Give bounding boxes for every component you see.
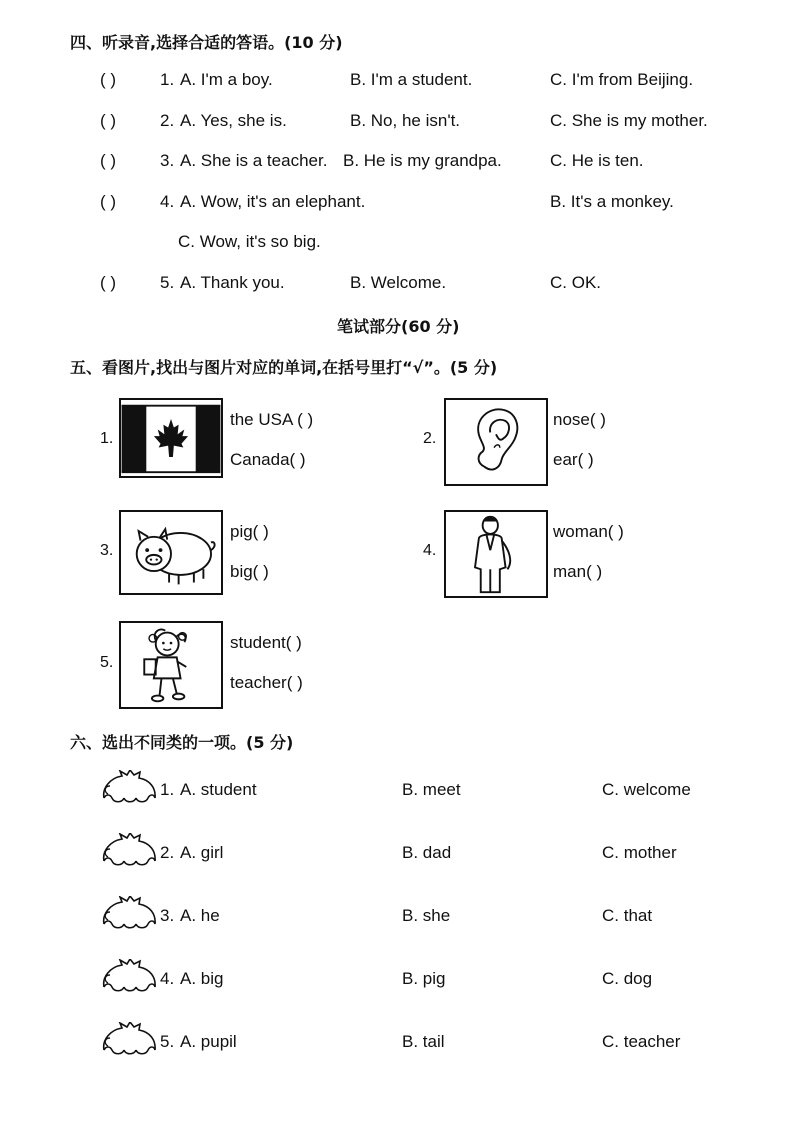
option-a: A. he bbox=[180, 906, 220, 925]
option-a: A. girl bbox=[180, 843, 224, 862]
item-number: 2. bbox=[423, 430, 437, 447]
written-part-title: 笔试部分(60 分) bbox=[337, 317, 460, 336]
option-a: A. She is a teacher. bbox=[180, 151, 328, 170]
ear-picture bbox=[444, 398, 548, 486]
answer-paren[interactable]: ( ) bbox=[100, 111, 117, 130]
maple-leaf-icon bbox=[121, 400, 221, 476]
word-option: Canada( ) bbox=[230, 450, 306, 469]
option-c: C. OK. bbox=[550, 273, 602, 292]
answer-blank-hedgehog-icon[interactable] bbox=[100, 896, 160, 930]
option-c: C. She is my mother. bbox=[550, 111, 708, 130]
option-a: A. I'm a boy. bbox=[180, 70, 273, 89]
question-number: 2. bbox=[160, 843, 175, 862]
item-number: 5. bbox=[100, 654, 114, 671]
word-option: the USA ( ) bbox=[230, 410, 314, 429]
option-a: A. Wow, it's an elephant. bbox=[180, 192, 366, 211]
item-number: 1. bbox=[100, 430, 114, 447]
pig-icon bbox=[121, 512, 221, 593]
word-option: big( ) bbox=[230, 562, 269, 581]
answer-blank-hedgehog-icon[interactable] bbox=[100, 959, 160, 993]
option-b: B. dad bbox=[402, 843, 452, 862]
option-c: C. that bbox=[602, 906, 653, 925]
answer-paren[interactable]: ( ) bbox=[100, 151, 117, 170]
option-b: B. tail bbox=[402, 1032, 445, 1051]
option-c: C. He is ten. bbox=[550, 151, 644, 170]
option-b: B. No, he isn't. bbox=[350, 111, 461, 130]
option-a: A. student bbox=[180, 780, 257, 799]
student-girl-picture bbox=[119, 621, 223, 709]
item-number: 3. bbox=[100, 542, 114, 559]
option-b: B. pig bbox=[402, 969, 446, 988]
answer-paren[interactable]: ( ) bbox=[100, 192, 117, 211]
word-option: ear( ) bbox=[553, 450, 594, 469]
question-number: 2. bbox=[160, 111, 175, 130]
answer-paren[interactable]: ( ) bbox=[100, 70, 117, 89]
word-option: man( ) bbox=[553, 562, 603, 581]
section6-title: 六、选出不同类的一项。(5 分) bbox=[70, 733, 294, 752]
option-b: B. she bbox=[402, 906, 451, 925]
question-number: 4. bbox=[160, 192, 175, 211]
answer-blank-hedgehog-icon[interactable] bbox=[100, 770, 160, 804]
question-number: 3. bbox=[160, 906, 175, 925]
option-a: A. big bbox=[180, 969, 224, 988]
option-b: B. It's a monkey. bbox=[550, 192, 674, 211]
item-number: 4. bbox=[423, 542, 437, 559]
option-b: B. meet bbox=[402, 780, 461, 799]
answer-paren[interactable]: ( ) bbox=[100, 273, 117, 292]
word-option: pig( ) bbox=[230, 522, 269, 541]
pig-picture bbox=[119, 510, 223, 595]
option-c: C. dog bbox=[602, 969, 653, 988]
word-option: woman( ) bbox=[553, 522, 624, 541]
option-a: A. pupil bbox=[180, 1032, 237, 1051]
option-b: B. Welcome. bbox=[350, 273, 447, 292]
word-option: nose( ) bbox=[553, 410, 606, 429]
question-number: 4. bbox=[160, 969, 175, 988]
section4-title: 四、听录音,选择合适的答语。(10 分) bbox=[70, 33, 343, 52]
option-c: C. welcome bbox=[602, 780, 691, 799]
canada-flag-picture bbox=[119, 398, 223, 478]
answer-blank-hedgehog-icon[interactable] bbox=[100, 833, 160, 867]
option-b: B. I'm a student. bbox=[350, 70, 473, 89]
answer-blank-hedgehog-icon[interactable] bbox=[100, 1022, 160, 1056]
option-c: C. Wow, it's so big. bbox=[178, 232, 321, 251]
question-number: 5. bbox=[160, 1032, 175, 1051]
question-number: 1. bbox=[160, 70, 175, 89]
man-picture bbox=[444, 510, 548, 598]
option-c: C. teacher bbox=[602, 1032, 681, 1051]
ear-icon bbox=[446, 400, 546, 484]
question-number: 1. bbox=[160, 780, 175, 799]
option-a: A. Yes, she is. bbox=[180, 111, 287, 130]
option-c: C. I'm from Beijing. bbox=[550, 70, 694, 89]
man-icon bbox=[446, 512, 546, 596]
word-option: student( ) bbox=[230, 633, 302, 652]
girl-icon bbox=[121, 623, 221, 707]
question-number: 3. bbox=[160, 151, 175, 170]
section5-title: 五、看图片,找出与图片对应的单词,在括号里打“√”。(5 分) bbox=[70, 358, 498, 377]
option-c: C. mother bbox=[602, 843, 677, 862]
option-a: A. Thank you. bbox=[180, 273, 285, 292]
word-option: teacher( ) bbox=[230, 673, 303, 692]
option-b: B. He is my grandpa. bbox=[343, 151, 502, 170]
question-number: 5. bbox=[160, 273, 175, 292]
